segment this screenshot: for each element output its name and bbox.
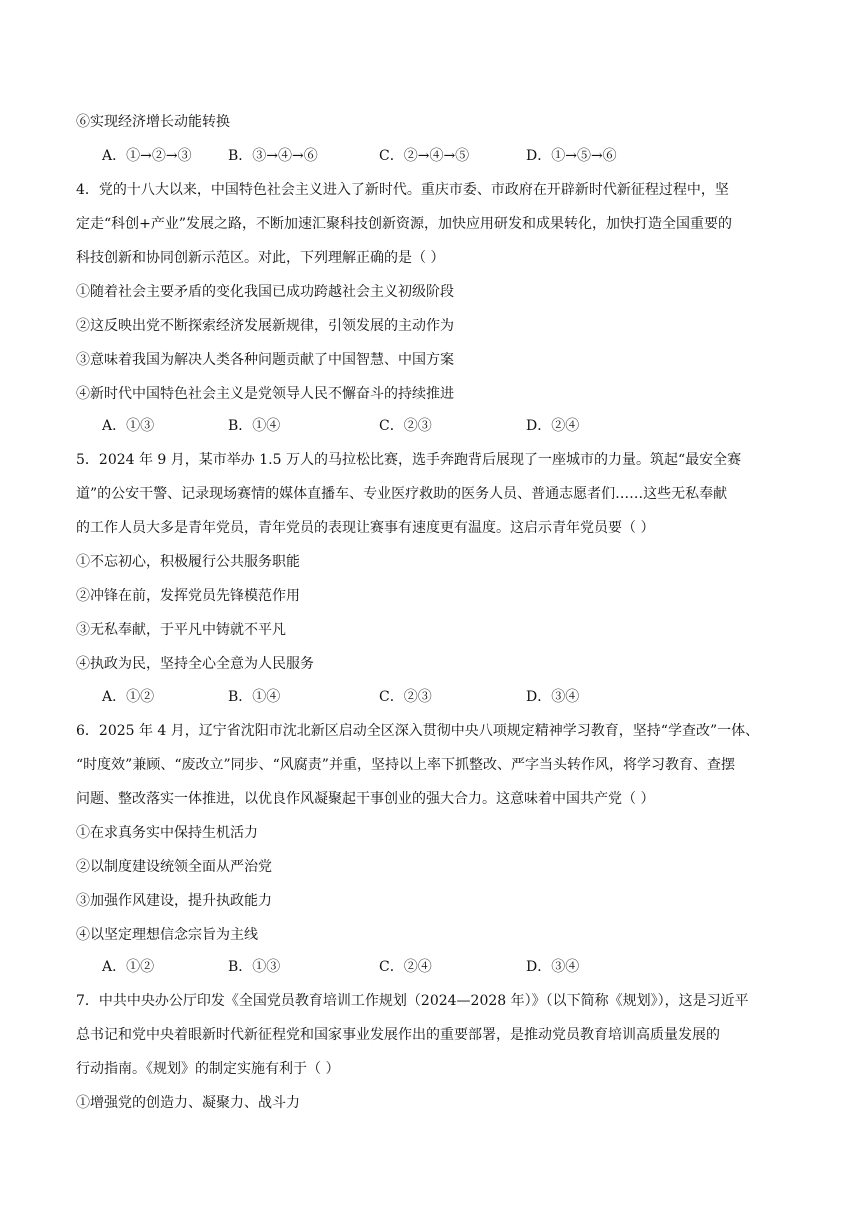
q4-stem-line-2: 定走“科创+产业”发展之路，不断加速汇聚科技创新资源，加快应用研发和成果转化，加快打造全国重要的 xyxy=(76,216,733,232)
q3-choice-a[interactable]: A．①→②→③ xyxy=(102,148,192,164)
q4-option-item-3: ③意味着我国为解决人类各种问题贡献了中国智慧、中国方案 xyxy=(76,352,454,368)
q6-stem-line-3: 问题、整改落实一体推进，以优良作风凝聚起干事创业的强大合力。这意味着中国共产党（ ） xyxy=(76,791,655,807)
q7-stem-line-2: 总书记和党中央着眼新时代新征程党和国家事业发展作出的重要部署，是推动党员教育培训高质量发展的 xyxy=(76,1027,720,1043)
q6-choice-a[interactable]: A．①② xyxy=(102,959,155,975)
q5-option-item-4: ④执政为民，坚持全心全意为人民服务 xyxy=(76,656,314,672)
q7-stem-line-1: 7．中共中央办公厅印发《全国党员教育培训工作规划（2024—2028 年）》（以下简称《规划》），这是习近平 xyxy=(76,993,749,1009)
q4-choice-c[interactable]: C．②③ xyxy=(379,418,432,434)
q6-stem-line-2: “时度效”兼顾、“废改立”同步、“风腐责”并重，坚持以上率下抓整改、严字当头转作风，将学习教育、查摆 xyxy=(76,757,735,773)
q6-answer-choices xyxy=(102,957,822,977)
q4-option-item-1: ①随着社会主要矛盾的变化我国已成功跨越社会主义初级阶段 xyxy=(76,284,454,300)
q4-option-item-2: ②这反映出党不断探索经济发展新规律，引领发展的主动作为 xyxy=(76,318,454,334)
q5-answer-choices xyxy=(102,687,822,707)
q5-option-item-1: ①不忘初心，积极履行公共服务职能 xyxy=(76,554,300,570)
q5-stem-line-2: 道”的公安干警、记录现场赛情的媒体直播车、专业医疗救助的医务人员、普通志愿者们……这些无私奉献 xyxy=(76,486,728,502)
q7-option-item-1: ①增强党的创造力、凝聚力、战斗力 xyxy=(76,1095,300,1111)
q4-stem-line-3: 科技创新和协同创新示范区。对此，下列理解正确的是（ ） xyxy=(76,250,445,266)
q3-choice-d[interactable]: D．①→⑤→⑥ xyxy=(526,148,617,164)
q4-choice-a[interactable]: A．①③ xyxy=(102,418,155,434)
q6-choice-d[interactable]: D．③④ xyxy=(526,959,580,975)
q5-choice-d[interactable]: D．③④ xyxy=(526,689,580,705)
q3-choice-c[interactable]: C．②→④→⑤ xyxy=(379,148,470,164)
q3-choice-b[interactable]: B．③→④→⑥ xyxy=(228,148,318,164)
q6-choice-c[interactable]: C．②④ xyxy=(379,959,432,975)
q4-choice-d[interactable]: D．②④ xyxy=(526,418,580,434)
q6-choice-b[interactable]: B．①③ xyxy=(228,959,281,975)
q5-stem-line-1: 5．2024 年 9 月，某市举办 1.5 万人的马拉松比赛，选手奔跑背后展现了一座城市的力量。筑起“最安全赛 xyxy=(76,452,742,468)
q3-option-item-6: ⑥实现经济增长动能转换 xyxy=(76,114,230,130)
q5-stem-line-3: 的工作人员大多是青年党员，青年党员的表现让赛事有速度更有温度。这启示青年党员要（ ） xyxy=(76,520,655,536)
q7-stem-line-3: 行动指南。《规划》的制定实施有利于（ ） xyxy=(76,1061,340,1077)
q6-option-item-1: ①在求真务实中保持生机活力 xyxy=(76,825,258,841)
q6-option-item-3: ③加强作风建设，提升执政能力 xyxy=(76,893,272,909)
q5-choice-a[interactable]: A．①② xyxy=(102,689,155,705)
q5-choice-c[interactable]: C．②③ xyxy=(379,689,432,705)
q4-stem-line-1: 4．党的十八大以来，中国特色社会主义进入了新时代。重庆市委、市政府在开辟新时代新征程过程中，坚 xyxy=(76,182,729,198)
q5-option-item-3: ③无私奉献，于平凡中铸就不平凡 xyxy=(76,622,286,638)
q3-answer-choices xyxy=(102,146,822,166)
q5-choice-b[interactable]: B．①④ xyxy=(228,689,281,705)
q6-stem-line-1: 6．2025 年 4 月，辽宁省沈阳市沈北新区启动全区深入贯彻中央八项规定精神学习教育，坚持“学查改”一体、 xyxy=(76,723,760,739)
q6-option-item-2: ②以制度建设统领全面从严治党 xyxy=(76,859,272,875)
q4-option-item-4: ④新时代中国特色社会主义是党领导人民不懈奋斗的持续推进 xyxy=(76,386,454,402)
q4-choice-b[interactable]: B．①④ xyxy=(228,418,281,434)
q6-option-item-4: ④以坚定理想信念宗旨为主线 xyxy=(76,927,258,943)
q4-answer-choices xyxy=(102,416,822,436)
q5-option-item-2: ②冲锋在前，发挥党员先锋模范作用 xyxy=(76,588,300,604)
